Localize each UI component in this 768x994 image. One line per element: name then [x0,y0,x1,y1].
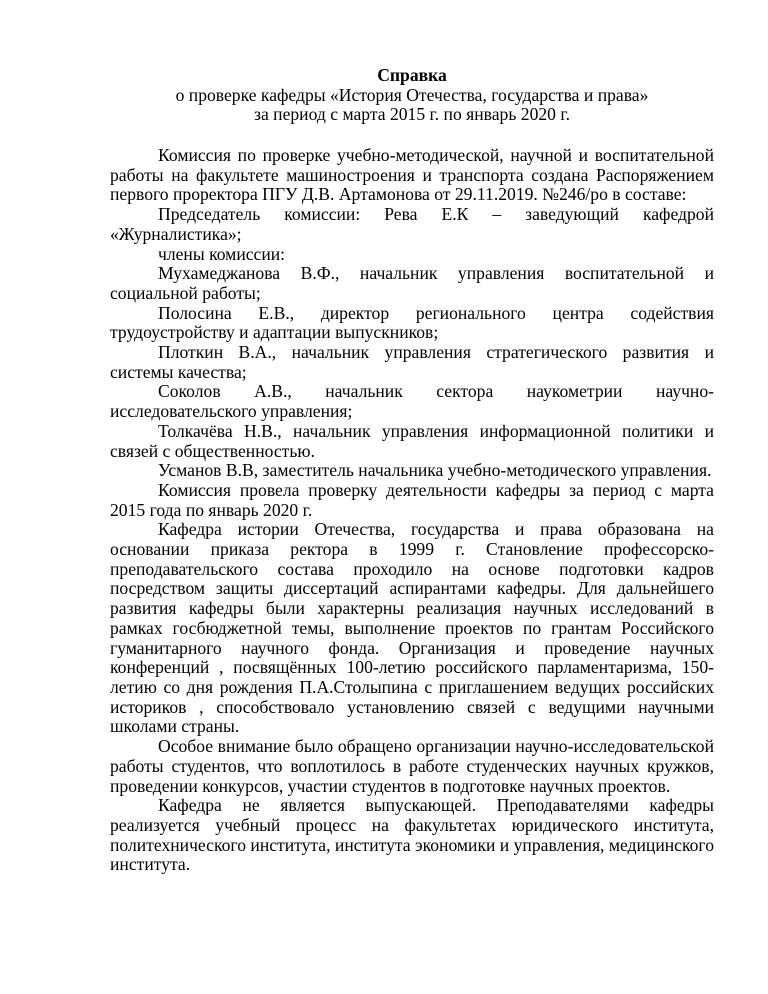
paragraph-inspection-period: Комиссия провела проверку деятельности кафедры за период с марта 2015 года по январь 2020 г. [110,479,714,520]
document-header [110,66,714,125]
document-period: за период с марта 2015 г. по январь 2020 г. [254,104,570,125]
paragraph-member: Толкачёва Н.В., начальник управления информационной политики и связей с общественностью. [110,420,714,461]
paragraph-teaching: Кафедра не является выпускающей. Преподавателями кафедры реализуется учебный процесс на факультетах юридического института, политехнического института, института экономики и управления, медицинского института. [110,795,714,875]
paragraph-chairman: Председатель комиссии: Рева Е.К – заведующий кафедрой «Журналистика»; [110,204,714,244]
paragraph-member: Мухамеджанова В.Ф., начальник управления воспитательной и социальной работы; [110,263,714,303]
paragraph-commission-intro: Комиссия по проверке учебно-методической, научной и воспитательной работы на факультете машиностроения и транспорта создана Распоряжением первого проректора ПГУ Д.В. Артамонова от 29.11.2019. №246/ро в составе: [110,145,714,205]
document-body [110,146,714,875]
paragraph-member: Усманов В.В, заместитель начальника учебно-методического управления. [158,460,712,481]
paragraph-department-history: Кафедра истории Отечества, государства и права образована на основании приказа ректора в 1999 г. Становление профессорско-преподавательского состава проходило на основе подготовки кадров посредством защиты диссертаций аспирантами кафедры. Для дальнейшего развития кафедры были характерны реализация научных исследований в рамках госбюджетной темы, выполнение проектов по грантам Российского гуманитарного научного фонда. Организация и проведение научных конференций , посвящённых 100-летию российского парламентаризма, 150-летию со дня рождения П.А.Столыпина с приглашением ведущих российских историков , способствовало установлению связей с ведущими научными школами страны. [110,519,714,737]
paragraph-member: Полосина Е.В., директор регионального центра содействия трудоустройству и адаптации выпускников; [110,302,714,343]
paragraph-member: Соколов А.В., начальник сектора наукометрии научно-исследовательского управления; [110,381,714,422]
document-title: Справка [377,65,447,85]
paragraph-student-research: Особое внимание было обращено организации научно-исследовательской работы студентов, что воплотилось в работе студенческих научных кружков, проведении конкурсов, участии студентов в подготовке научных проектов. [110,736,714,796]
document-subtitle: о проверке кафедры «История Отечества, государства и права» [175,84,649,105]
paragraph-members-label: члены комиссии: [158,243,286,264]
paragraph-member: Плоткин В.А., начальник управления стратегического развития и системы качества; [110,342,714,382]
